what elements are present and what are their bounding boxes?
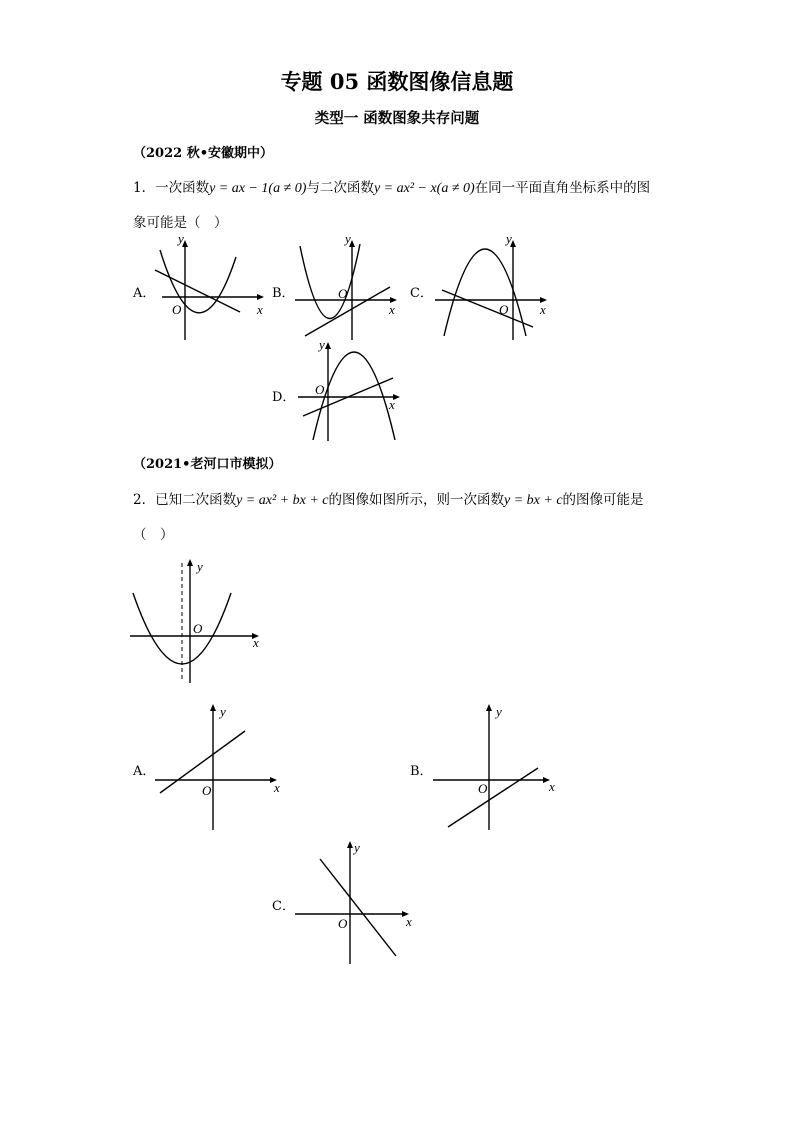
q2-text-a: 已知二次函数 bbox=[155, 492, 237, 508]
y-axis-label: y bbox=[319, 337, 325, 352]
q2-number: 2． bbox=[133, 492, 156, 508]
x-axis-label: x bbox=[540, 302, 546, 317]
q1-source: （2022 秋•安徽期中） bbox=[133, 146, 274, 161]
q1-cond2: (a ≠ 0) bbox=[436, 181, 475, 196]
q2-text-line1 bbox=[133, 488, 644, 509]
straight-line bbox=[448, 768, 538, 827]
q1-option-c-graph bbox=[430, 232, 560, 342]
origin-label: O bbox=[315, 382, 325, 397]
origin-label: O bbox=[338, 916, 348, 931]
x-axis-label: x bbox=[257, 302, 263, 317]
q1-option-b-label: B． bbox=[272, 286, 295, 301]
section-subtitle: 类型一 函数图象共存问题 bbox=[314, 110, 480, 127]
q1-text-line2: 象可能是（ ） bbox=[133, 215, 228, 231]
x-axis-arrow bbox=[257, 294, 264, 300]
q1-cond1: (a ≠ 0) bbox=[268, 181, 307, 196]
straight-line bbox=[155, 270, 240, 312]
origin-label: O bbox=[499, 302, 509, 317]
y-axis-label: y bbox=[197, 559, 203, 574]
q2-option-a-label: A． bbox=[133, 764, 156, 779]
q1-number: 1． bbox=[133, 180, 156, 196]
y-axis-arrow bbox=[187, 559, 193, 566]
q1-option-a-graph bbox=[150, 232, 270, 342]
q1-eq2: y = ax² − x bbox=[373, 181, 437, 196]
y-axis-arrow bbox=[210, 704, 216, 711]
q1-text-b: 与二次函数 bbox=[306, 180, 374, 196]
origin-label: O bbox=[202, 783, 212, 798]
q1-text-c: 在同一平面直角坐标系中的图 bbox=[474, 180, 651, 196]
q1-option-d-graph bbox=[295, 336, 415, 446]
y-axis-label: y bbox=[178, 231, 184, 246]
q1-text-a: 一次函数 bbox=[155, 180, 210, 196]
q2-text-line2: （ ） bbox=[133, 527, 174, 543]
q1-text-line1 bbox=[133, 176, 650, 197]
x-axis-label: x bbox=[274, 780, 280, 795]
q2-text-b: 的图像如图所示，则一次函数 bbox=[328, 492, 504, 508]
x-axis-label: x bbox=[389, 397, 395, 412]
q2-source: （2021•老河口市模拟） bbox=[133, 457, 282, 472]
q2-option-c-graph bbox=[290, 838, 430, 968]
y-axis-arrow bbox=[486, 704, 492, 711]
q2-given-graph bbox=[125, 555, 275, 685]
y-axis-label: y bbox=[345, 231, 351, 246]
y-axis-label: y bbox=[506, 231, 512, 246]
y-axis-label: y bbox=[220, 704, 226, 719]
q2-eq2: y = bx + c bbox=[504, 493, 563, 508]
q2-option-c-label: C． bbox=[272, 899, 295, 914]
straight-line bbox=[320, 859, 396, 956]
y-axis-label: y bbox=[354, 840, 360, 855]
parabola bbox=[313, 352, 395, 440]
q2-option-b-label: B． bbox=[410, 764, 433, 779]
origin-label: O bbox=[193, 621, 203, 636]
q1-eq1: y = ax − 1 bbox=[209, 181, 269, 196]
q1-option-b-graph bbox=[290, 232, 410, 342]
page-title: 专题 05 函数图像信息题 bbox=[280, 69, 514, 94]
x-axis-label: x bbox=[253, 635, 259, 650]
y-axis-arrow bbox=[347, 841, 353, 848]
x-axis-label: x bbox=[389, 302, 395, 317]
y-axis-arrow bbox=[325, 342, 331, 349]
q1-option-d-label: D． bbox=[272, 390, 296, 405]
x-axis-label: x bbox=[406, 914, 412, 929]
x-axis-label: x bbox=[549, 779, 555, 794]
origin-label: O bbox=[478, 781, 488, 796]
q2-eq1: y = ax² + bx + c bbox=[236, 493, 329, 508]
q2-option-b-graph bbox=[428, 700, 568, 835]
origin-label: O bbox=[172, 302, 182, 317]
parabola bbox=[444, 249, 526, 336]
q2-text-c: 的图像可能是 bbox=[562, 492, 644, 508]
parabola bbox=[300, 244, 360, 319]
q2-option-a-graph bbox=[150, 700, 290, 835]
y-axis-label: y bbox=[496, 704, 502, 719]
q1-option-a-label: A． bbox=[133, 286, 156, 301]
origin-label: O bbox=[338, 286, 348, 301]
q1-option-c-label: C． bbox=[410, 286, 433, 301]
